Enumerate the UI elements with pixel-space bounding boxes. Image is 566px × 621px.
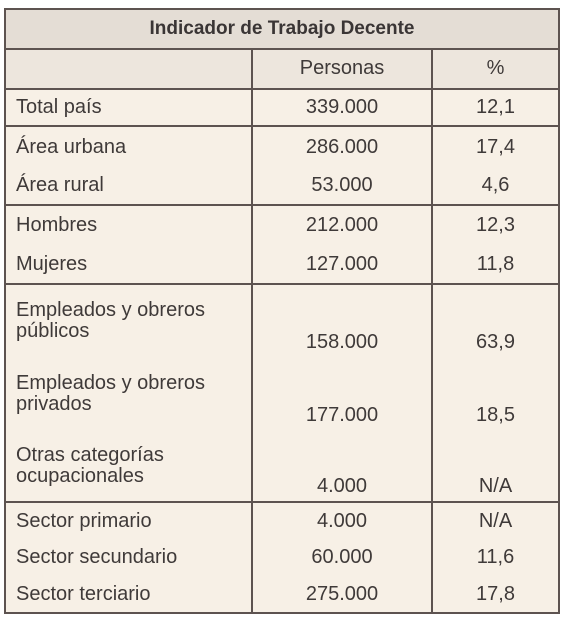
row-percent: 12,3 (432, 205, 558, 246)
row-label-line-1: Empleados y obreros (16, 371, 205, 394)
row-label: Área urbana (16, 135, 127, 158)
row-personas: 60.000 (252, 540, 432, 577)
row-label: Hombres (16, 214, 98, 237)
row-label: Sector terciario (16, 582, 151, 605)
row-label (6, 284, 252, 356)
row-personas: 177.000 (252, 357, 432, 430)
row-label (6, 430, 252, 501)
row-label: Total país (6, 89, 252, 127)
table-row (6, 246, 558, 285)
header-percent: % (432, 49, 558, 89)
row-personas: 53.000 (252, 167, 432, 205)
row-label: Sector primario (16, 509, 152, 532)
row-label: Sector secundario (16, 546, 178, 569)
row-personas: 275.000 (252, 576, 432, 612)
table-row (6, 540, 558, 577)
table-row (6, 502, 558, 540)
table-row (6, 167, 558, 205)
row-percent: N/A (432, 430, 558, 501)
row-label: Área rural (6, 167, 252, 205)
table-title: Indicador de Trabajo Decente (6, 10, 558, 49)
row-personas: 212.000 (252, 205, 432, 246)
row-label (6, 357, 252, 430)
row-personas: 158.000 (252, 284, 432, 356)
row-percent: 4,6 (432, 167, 558, 205)
row-percent: N/A (432, 502, 558, 540)
row-percent: 17,4 (432, 126, 558, 167)
row-percent: 12,1 (432, 89, 558, 127)
row-label-line-1: Empleados y obreros (16, 299, 205, 322)
row-percent: 18,5 (432, 357, 558, 430)
row-label-line-2: privados (16, 392, 92, 415)
row-percent: 17,8 (432, 576, 558, 612)
table-row (6, 357, 558, 430)
table-title-row (6, 10, 558, 49)
table-row (6, 126, 558, 167)
row-personas: 4.000 (252, 502, 432, 540)
header-label-column (6, 49, 252, 89)
row-label: Mujeres (6, 246, 252, 285)
header-personas: Personas (252, 49, 432, 89)
row-label-line-2: públicos (16, 320, 90, 343)
row-personas: 4.000 (252, 430, 432, 501)
data-table (6, 10, 558, 612)
row-percent: 11,6 (432, 540, 558, 577)
table-header-row (6, 49, 558, 89)
table-row (6, 430, 558, 501)
row-percent: 63,9 (432, 284, 558, 356)
decent-work-indicator-table (4, 8, 560, 614)
row-personas: 286.000 (252, 126, 432, 167)
row-label-line-2: ocupacionales (16, 464, 144, 487)
row-label-line-1: Otras categorías (16, 443, 164, 466)
table-row (6, 284, 558, 356)
table-row (6, 576, 558, 612)
table-row (6, 205, 558, 246)
row-personas: 127.000 (252, 246, 432, 285)
table-row (6, 89, 558, 127)
row-personas: 339.000 (252, 89, 432, 127)
row-percent: 11,8 (432, 246, 558, 285)
